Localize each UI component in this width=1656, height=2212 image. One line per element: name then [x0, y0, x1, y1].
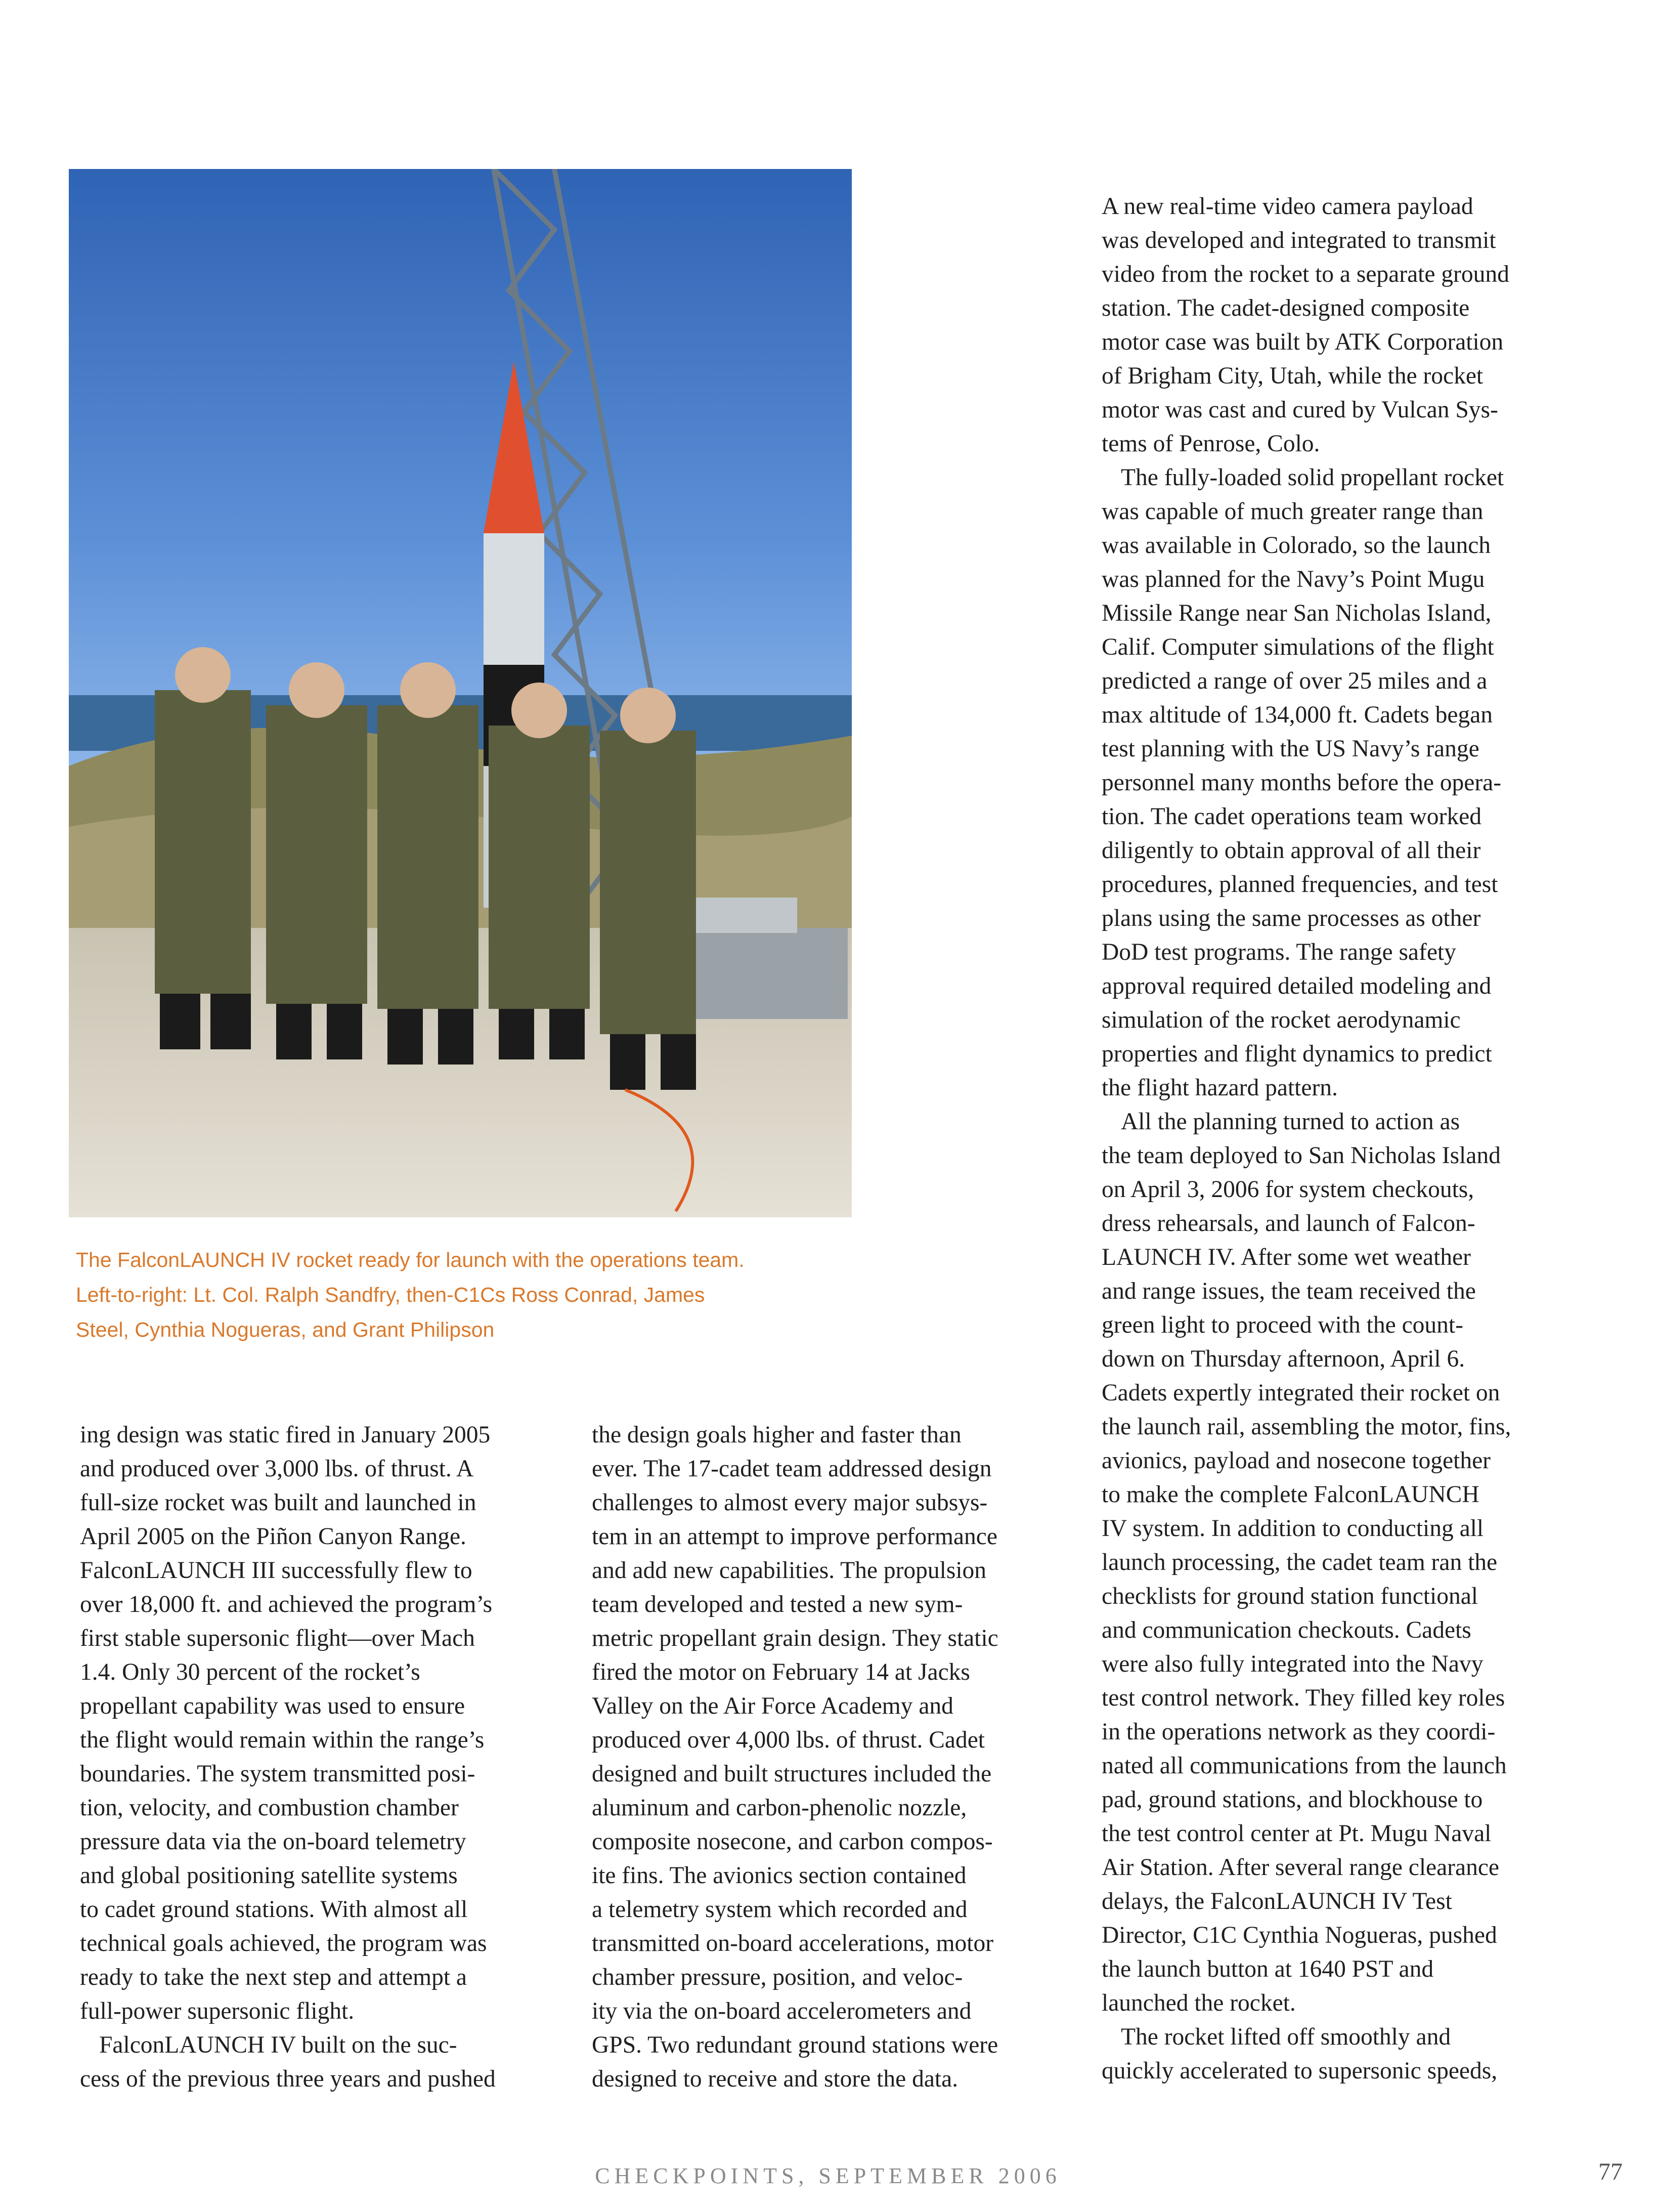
text-line: composite nosecone, and carbon compos-: [592, 1828, 993, 1855]
text-line: Valley on the Air Force Academy and: [592, 1693, 953, 1719]
text-line: ity via the on-board accelerometers and: [592, 1998, 972, 2024]
text-line: and range issues, the team received the: [1102, 1278, 1476, 1304]
text-line: dress rehearsals, and launch of Falcon-: [1102, 1210, 1475, 1237]
text-line: ite fins. The avionics section contained: [592, 1862, 967, 1889]
text-line: approval required detailed modeling and: [1102, 973, 1492, 999]
text-line: chamber pressure, position, and veloc-: [592, 1964, 963, 1990]
text-line: aluminum and carbon-phenolic nozzle,: [592, 1795, 967, 1821]
text-line: launched the rocket.: [1102, 1990, 1296, 2016]
text-line: delays, the FalconLAUNCH IV Test: [1102, 1888, 1452, 1915]
text-line: The rocket lifted off smoothly and: [1121, 2024, 1451, 2050]
text-line: on April 3, 2006 for system checkouts,: [1102, 1176, 1474, 1203]
text-line: video from the rocket to a separate ground: [1102, 261, 1509, 287]
text-line: The fully-loaded solid propellant rocket: [1121, 464, 1504, 491]
text-line: was capable of much greater range than: [1102, 498, 1484, 525]
text-line: in the operations network as they coordi-: [1102, 1719, 1496, 1745]
text-line: launch processing, the cadet team ran the: [1102, 1549, 1498, 1576]
text-line: a telemetry system which recorded and: [592, 1896, 968, 1923]
text-line: to cadet ground stations. With almost all: [80, 1896, 468, 1923]
text-line: tion, velocity, and combustion chamber: [80, 1795, 459, 1821]
text-line: station. The cadet-designed composite: [1102, 295, 1470, 321]
text-line: Air Station. After several range clearance: [1102, 1854, 1499, 1881]
text-line: diligently to obtain approval of all their: [1102, 837, 1481, 864]
text-line: cess of the previous three years and pushed: [80, 2066, 496, 2092]
text-line: ing design was static fired in January 2005: [80, 1422, 491, 1448]
text-line: All the planning turned to action as: [1121, 1109, 1460, 1135]
text-line: A new real-time video camera payload: [1102, 193, 1473, 220]
text-line: April 2005 on the Piñon Canyon Range.: [80, 1523, 466, 1550]
text-line: down on Thursday afternoon, April 6.: [1102, 1346, 1465, 1372]
text-line: Missile Range near San Nicholas Island,: [1102, 600, 1492, 626]
text-line: of Brigham City, Utah, while the rocket: [1102, 363, 1484, 389]
text-line: propellant capability was used to ensure: [80, 1693, 465, 1719]
text-line: test control network. They filled key roles: [1102, 1685, 1505, 1711]
text-line: the design goals higher and faster than: [592, 1422, 962, 1448]
text-line: full-power supersonic flight.: [80, 1998, 355, 2024]
text-line: FalconLAUNCH III successfully flew to: [80, 1557, 472, 1584]
text-line: was planned for the Navy’s Point Mugu: [1102, 566, 1485, 592]
text-line: challenges to almost every major subsys-: [592, 1490, 988, 1516]
text-line: boundaries. The system transmitted posi-: [80, 1761, 475, 1787]
text-line: GPS. Two redundant ground stations were: [592, 2032, 998, 2058]
publication-footer: CHECKPOINTS, SEPTEMBER 2006: [595, 2163, 1061, 2188]
caption-line: The FalconLAUNCH IV rocket ready for launch with the operations team.: [76, 1248, 745, 1271]
text-line: max altitude of 134,000 ft. Cadets began: [1102, 702, 1493, 728]
article-column-1: [80, 1418, 565, 2096]
text-line: produced over 4,000 lbs. of thrust. Cadet: [592, 1727, 985, 1753]
text-line: tem in an attempt to improve performance: [592, 1523, 997, 1550]
text-line: pad, ground stations, and blockhouse to: [1102, 1786, 1483, 1813]
text-line: simulation of the rocket aerodynamic: [1102, 1007, 1461, 1033]
text-line: team developed and tested a new sym-: [592, 1591, 963, 1618]
photo-caption: [76, 1243, 865, 1347]
text-line: quickly accelerated to supersonic speeds,: [1102, 2058, 1498, 2084]
text-line: were also fully integrated into the Navy: [1102, 1651, 1484, 1677]
text-line: technical goals achieved, the program was: [80, 1930, 487, 1956]
article-column-2: [592, 1418, 1077, 2096]
text-line: motor case was built by ATK Corporation: [1102, 329, 1504, 355]
text-line: Director, C1C Cynthia Nogueras, pushed: [1102, 1922, 1497, 1948]
text-line: was available in Colorado, so the launch: [1102, 532, 1491, 559]
text-line: the launch button at 1640 PST and: [1102, 1956, 1434, 1982]
caption-line: Steel, Cynthia Nogueras, and Grant Philipson: [76, 1318, 495, 1341]
text-line: the test control center at Pt. Mugu Naval: [1102, 1820, 1492, 1847]
text-line: tems of Penrose, Colo.: [1102, 431, 1320, 457]
text-line: avionics, payload and nosecone together: [1102, 1448, 1491, 1474]
text-line: predicted a range of over 25 miles and a: [1102, 668, 1488, 694]
text-line: test planning with the US Navy’s range: [1102, 736, 1479, 762]
text-line: motor was cast and cured by Vulcan Sys-: [1102, 397, 1498, 423]
text-line: designed and built structures included the: [592, 1761, 992, 1787]
text-line: to make the complete FalconLAUNCH: [1102, 1481, 1479, 1508]
text-line: ready to take the next step and attempt a: [80, 1964, 467, 1990]
rocket-team-photo: [69, 169, 852, 1217]
text-line: the launch rail, assembling the motor, fins,: [1102, 1414, 1511, 1440]
text-line: and add new capabilities. The propulsion: [592, 1557, 987, 1584]
text-line: pressure data via the on-board telemetry: [80, 1828, 466, 1855]
text-line: FalconLAUNCH IV built on the suc-: [99, 2032, 457, 2058]
text-line: IV system. In addition to conducting all: [1102, 1515, 1484, 1542]
text-line: and communication checkouts. Cadets: [1102, 1617, 1471, 1643]
text-line: full-size rocket was built and launched in: [80, 1490, 476, 1516]
text-line: over 18,000 ft. and achieved the program’s: [80, 1591, 493, 1618]
text-line: and global positioning satellite systems: [80, 1862, 458, 1889]
text-line: personnel many months before the opera-: [1102, 770, 1502, 796]
text-line: procedures, planned frequencies, and test: [1102, 871, 1498, 898]
article-column-3: [1102, 190, 1587, 2088]
text-line: designed to receive and store the data.: [592, 2066, 958, 2092]
caption-line: Left-to-right: Lt. Col. Ralph Sandfry, then-C1Cs Ross Conrad, James: [76, 1283, 705, 1306]
text-line: Calif. Computer simulations of the flight: [1102, 634, 1494, 660]
text-line: the flight would remain within the range’s: [80, 1727, 485, 1753]
text-line: LAUNCH IV. After some wet weather: [1102, 1244, 1471, 1270]
text-line: the flight hazard pattern.: [1102, 1075, 1338, 1101]
text-line: transmitted on-board accelerations, motor: [592, 1930, 994, 1956]
text-line: metric propellant grain design. They static: [592, 1625, 998, 1651]
text-line: ever. The 17-cadet team addressed design: [592, 1456, 992, 1482]
text-line: was developed and integrated to transmit: [1102, 227, 1496, 253]
text-line: nated all communications from the launch: [1102, 1753, 1507, 1779]
text-line: green light to proceed with the count-: [1102, 1312, 1463, 1338]
text-line: tion. The cadet operations team worked: [1102, 803, 1481, 830]
text-line: DoD test programs. The range safety: [1102, 939, 1456, 965]
page-number: 77: [1598, 2158, 1623, 2185]
text-line: checklists for ground station functional: [1102, 1583, 1478, 1609]
text-line: 1.4. Only 30 percent of the rocket’s: [80, 1659, 420, 1685]
text-line: plans using the same processes as other: [1102, 905, 1481, 931]
text-line: first stable supersonic flight—over Mach: [80, 1625, 475, 1651]
text-line: fired the motor on February 14 at Jacks: [592, 1659, 970, 1685]
text-line: and produced over 3,000 lbs. of thrust. A: [80, 1456, 474, 1482]
text-line: properties and flight dynamics to predict: [1102, 1041, 1492, 1067]
text-line: the team deployed to San Nicholas Island: [1102, 1142, 1501, 1169]
text-line: Cadets expertly integrated their rocket on: [1102, 1380, 1500, 1406]
